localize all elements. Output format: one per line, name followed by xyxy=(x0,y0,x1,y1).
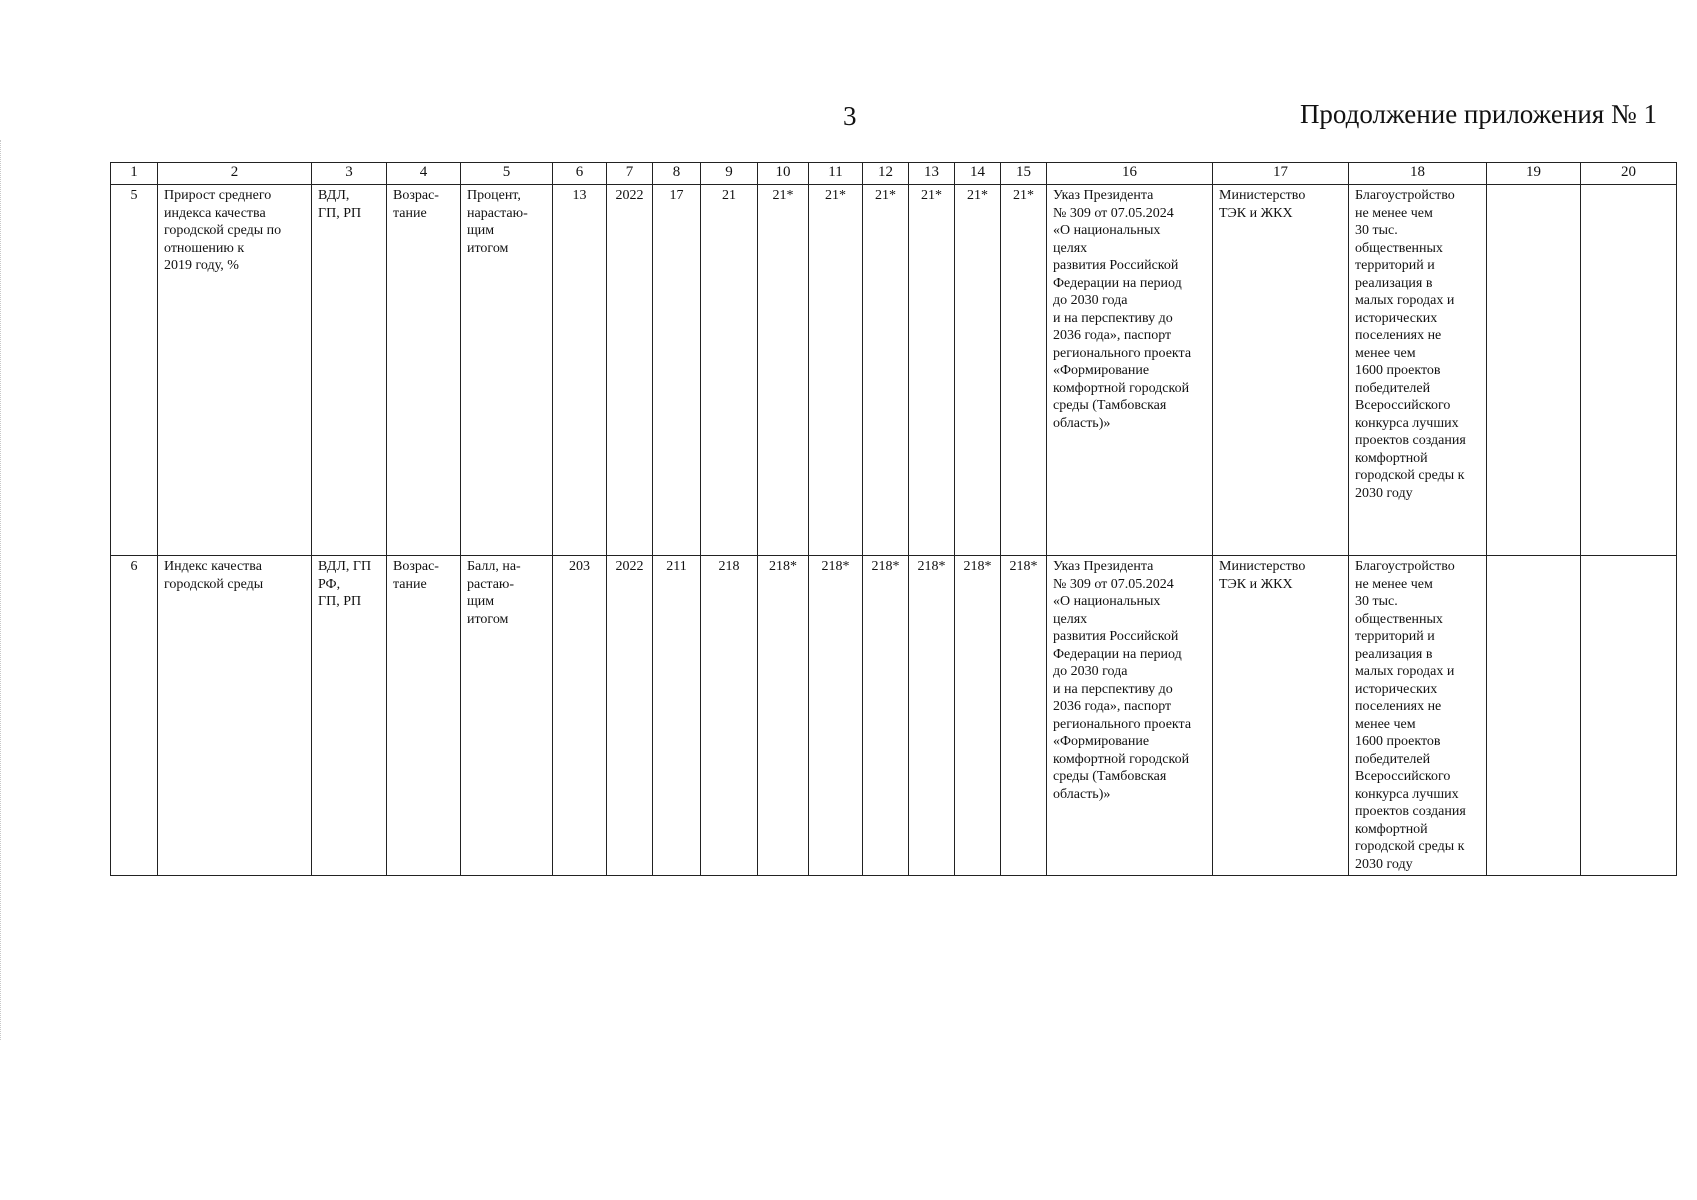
legal-basis: Указ Президента № 309 от 07.05.2024 «О национальных целях развития Российской Федерации на период до 2030 года и на перспективу до 2036 года», паспорт регионального проекта «Формирование комфортной городской среды (Тамбовская область)» xyxy=(1047,556,1213,876)
column-header: 3 xyxy=(312,163,387,185)
base-value: 203 xyxy=(553,556,607,876)
year-value: 21* xyxy=(1001,185,1047,556)
page-number: 3 xyxy=(843,101,857,131)
trend-direction: Возрас- тание xyxy=(387,556,461,876)
column-header: 18 xyxy=(1349,163,1487,185)
responsible-body: Министерство ТЭК и ЖКХ xyxy=(1213,185,1349,556)
year-value: 211 xyxy=(653,556,701,876)
appendix-title: Продолжение приложения № 1 xyxy=(1299,99,1657,129)
column-header: 17 xyxy=(1213,163,1349,185)
column-header: 13 xyxy=(909,163,955,185)
indicator-level: ВДЛ, ГП, РП xyxy=(312,185,387,556)
row-number: 6 xyxy=(111,556,158,876)
year-value: 218* xyxy=(909,556,955,876)
year-value: 21* xyxy=(909,185,955,556)
indicator-name: Прирост среднего индекса качества городской среды по отношению к 2019 году, % xyxy=(158,185,312,556)
national-goal-link: Благоустройство не менее чем 30 тыс. общественных территорий и реализация в малых городах и исторических поселениях не менее чем 1600 проектов победителей Всероссийского конкурса лучших проектов создания комфортной городской среды к 2030 году xyxy=(1349,556,1487,876)
legal-basis: Указ Президента № 309 от 07.05.2024 «О национальных целях развития Российской Федерации на период до 2030 года и на перспективу до 2036 года», паспорт регионального проекта «Формирование комфортной городской среды (Тамбовская область)» xyxy=(1047,185,1213,556)
column-number-row xyxy=(111,163,1677,185)
empty-cell xyxy=(1581,556,1677,876)
column-header: 1 xyxy=(111,163,158,185)
empty-cell xyxy=(1581,185,1677,556)
column-header: 9 xyxy=(701,163,758,185)
column-header: 20 xyxy=(1581,163,1677,185)
column-header: 14 xyxy=(955,163,1001,185)
year-value: 218* xyxy=(809,556,863,876)
column-header: 19 xyxy=(1487,163,1581,185)
year-value: 21* xyxy=(955,185,1001,556)
table-row xyxy=(111,185,1677,556)
year-value: 218 xyxy=(701,556,758,876)
base-year: 2022 xyxy=(607,185,653,556)
national-goal-link: Благоустройство не менее чем 30 тыс. общественных территорий и реализация в малых городах и исторических поселениях не менее чем 1600 проектов победителей Всероссийского конкурса лучших проектов создания комфортной городской среды к 2030 году xyxy=(1349,185,1487,556)
year-value: 218* xyxy=(863,556,909,876)
table-row xyxy=(111,556,1677,876)
year-value: 218* xyxy=(1001,556,1047,876)
trend-direction: Возрас- тание xyxy=(387,185,461,556)
responsible-body: Министерство ТЭК и ЖКХ xyxy=(1213,556,1349,876)
column-header: 8 xyxy=(653,163,701,185)
year-value: 21 xyxy=(701,185,758,556)
column-header: 15 xyxy=(1001,163,1047,185)
column-header: 16 xyxy=(1047,163,1213,185)
scan-edge-marks xyxy=(0,140,5,1040)
year-value: 218* xyxy=(758,556,809,876)
year-value: 21* xyxy=(863,185,909,556)
column-header: 5 xyxy=(461,163,553,185)
base-year: 2022 xyxy=(607,556,653,876)
base-value: 13 xyxy=(553,185,607,556)
column-header: 11 xyxy=(809,163,863,185)
indicators-table xyxy=(110,162,1677,876)
indicator-level: ВДЛ, ГП РФ, ГП, РП xyxy=(312,556,387,876)
indicator-name: Индекс качества городской среды xyxy=(158,556,312,876)
year-value: 17 xyxy=(653,185,701,556)
year-value: 218* xyxy=(955,556,1001,876)
column-header: 10 xyxy=(758,163,809,185)
column-header: 4 xyxy=(387,163,461,185)
empty-cell xyxy=(1487,185,1581,556)
column-header: 12 xyxy=(863,163,909,185)
unit-of-measure: Балл, на- растаю- щим итогом xyxy=(461,556,553,876)
unit-of-measure: Процент, нарастаю- щим итогом xyxy=(461,185,553,556)
row-number: 5 xyxy=(111,185,158,556)
year-value: 21* xyxy=(809,185,863,556)
empty-cell xyxy=(1487,556,1581,876)
column-header: 7 xyxy=(607,163,653,185)
year-value: 21* xyxy=(758,185,809,556)
column-header: 2 xyxy=(158,163,312,185)
column-header: 6 xyxy=(553,163,607,185)
